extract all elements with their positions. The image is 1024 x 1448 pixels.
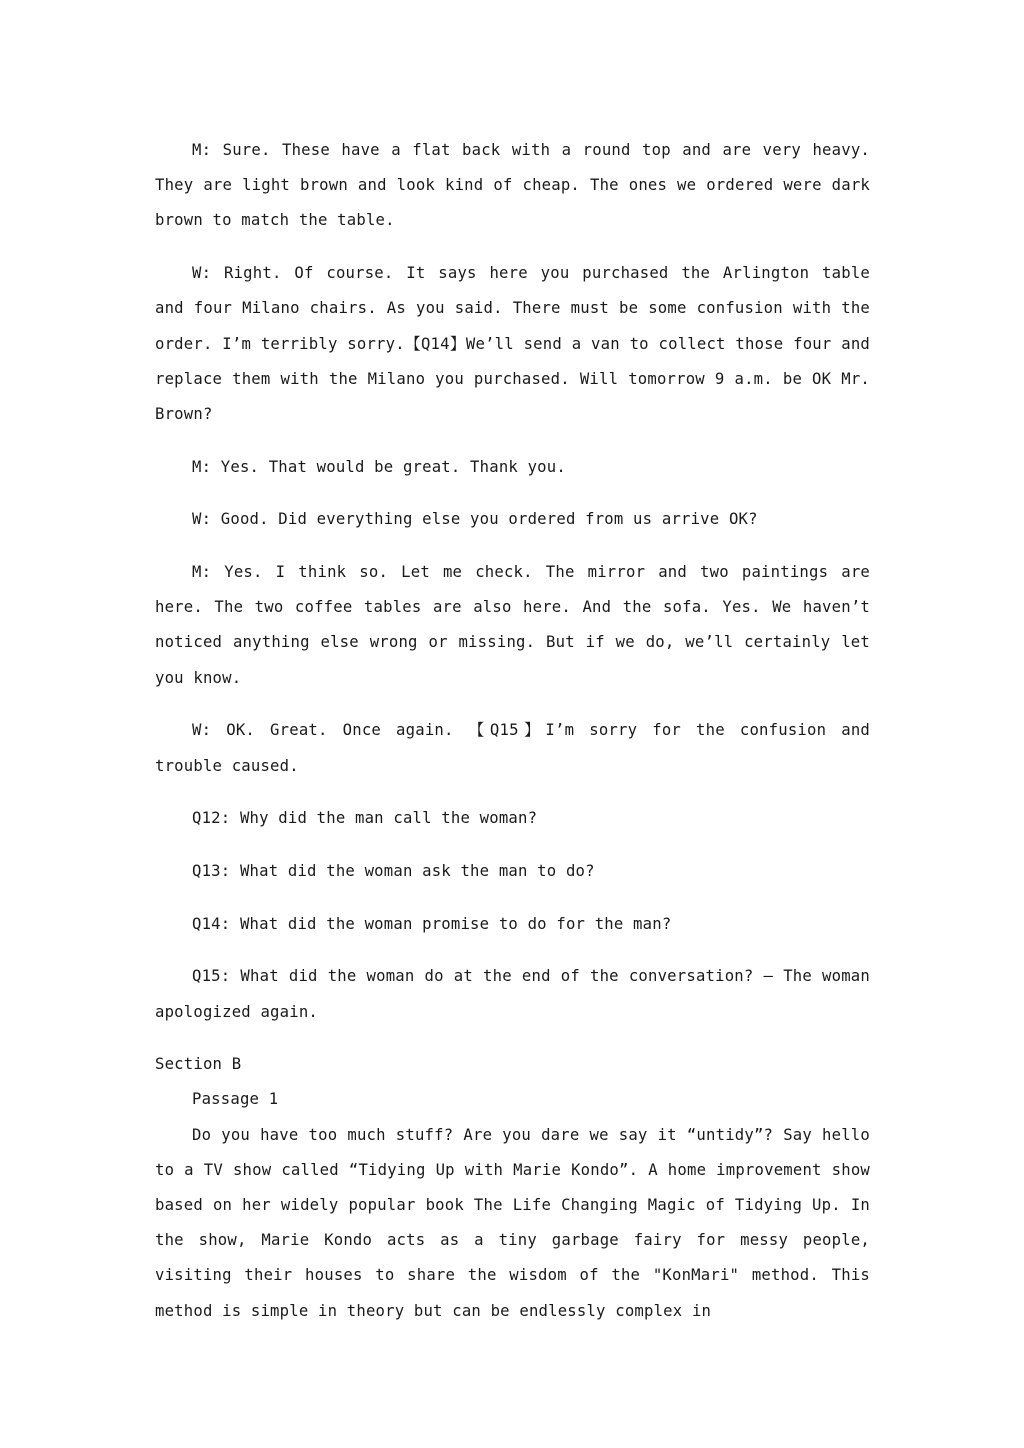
document-page (155, 133, 870, 1329)
question-line: Q13: What did the woman ask the man to do? (192, 861, 595, 880)
question-line: Q15: What did the woman do at the end of the conversation? – The woman apologized again. (155, 967, 870, 1021)
dialogue-paragraph: M: Sure. These have a flat back with a round top and are very heavy. They are light brown and look kind of cheap. The ones we ordered were dark brown to match the table. (155, 141, 870, 230)
section-heading: Section B (155, 1055, 242, 1074)
question-line: Q12: Why did the man call the woman? (192, 809, 538, 828)
dialogue-paragraph: W: Right. Of course. It says here you purchased the Arlington table and four Milano chairs. As you said. There must be some confusion with the order. I’m terribly sorry.【Q14】We’ll send a van to collect those four and replace them with the Milano you purchased. Will tomorrow 9 a.m. be OK Mr. Brown? (155, 264, 870, 423)
question-line: Q14: What did the woman promise to do for the man? (192, 914, 672, 933)
dialogue-paragraph: M: Yes. That would be great. Thank you. (192, 457, 566, 476)
dialogue-paragraph: W: Good. Did everything else you ordered from us arrive OK? (192, 510, 758, 529)
dialogue-paragraph: M: Yes. I think so. Let me check. The mirror and two paintings are here. The two coffee tables are also here. And the sofa. Yes. We haven’t noticed anything else wrong or missing. But if we do, we’ll certainly let you know. (155, 563, 870, 687)
passage-heading: Passage 1 (192, 1090, 279, 1109)
dialogue-paragraph: W: OK. Great. Once again. 【Q15】I’m sorry for the confusion and trouble caused. (155, 721, 870, 775)
passage-paragraph: Do you have too much stuff? Are you dare we say it “untidy”? Say hello to a TV show called “Tidying Up with Marie Kondo”. A home improvement show based on her widely popular book The Life Changing Magic of Tidying Up. In the show, Marie Kondo acts as a tiny garbage fairy for messy people, visiting their houses to share the wisdom of the "KonMari" method. This method is simple in theory but can be endlessly complex in (155, 1125, 870, 1320)
